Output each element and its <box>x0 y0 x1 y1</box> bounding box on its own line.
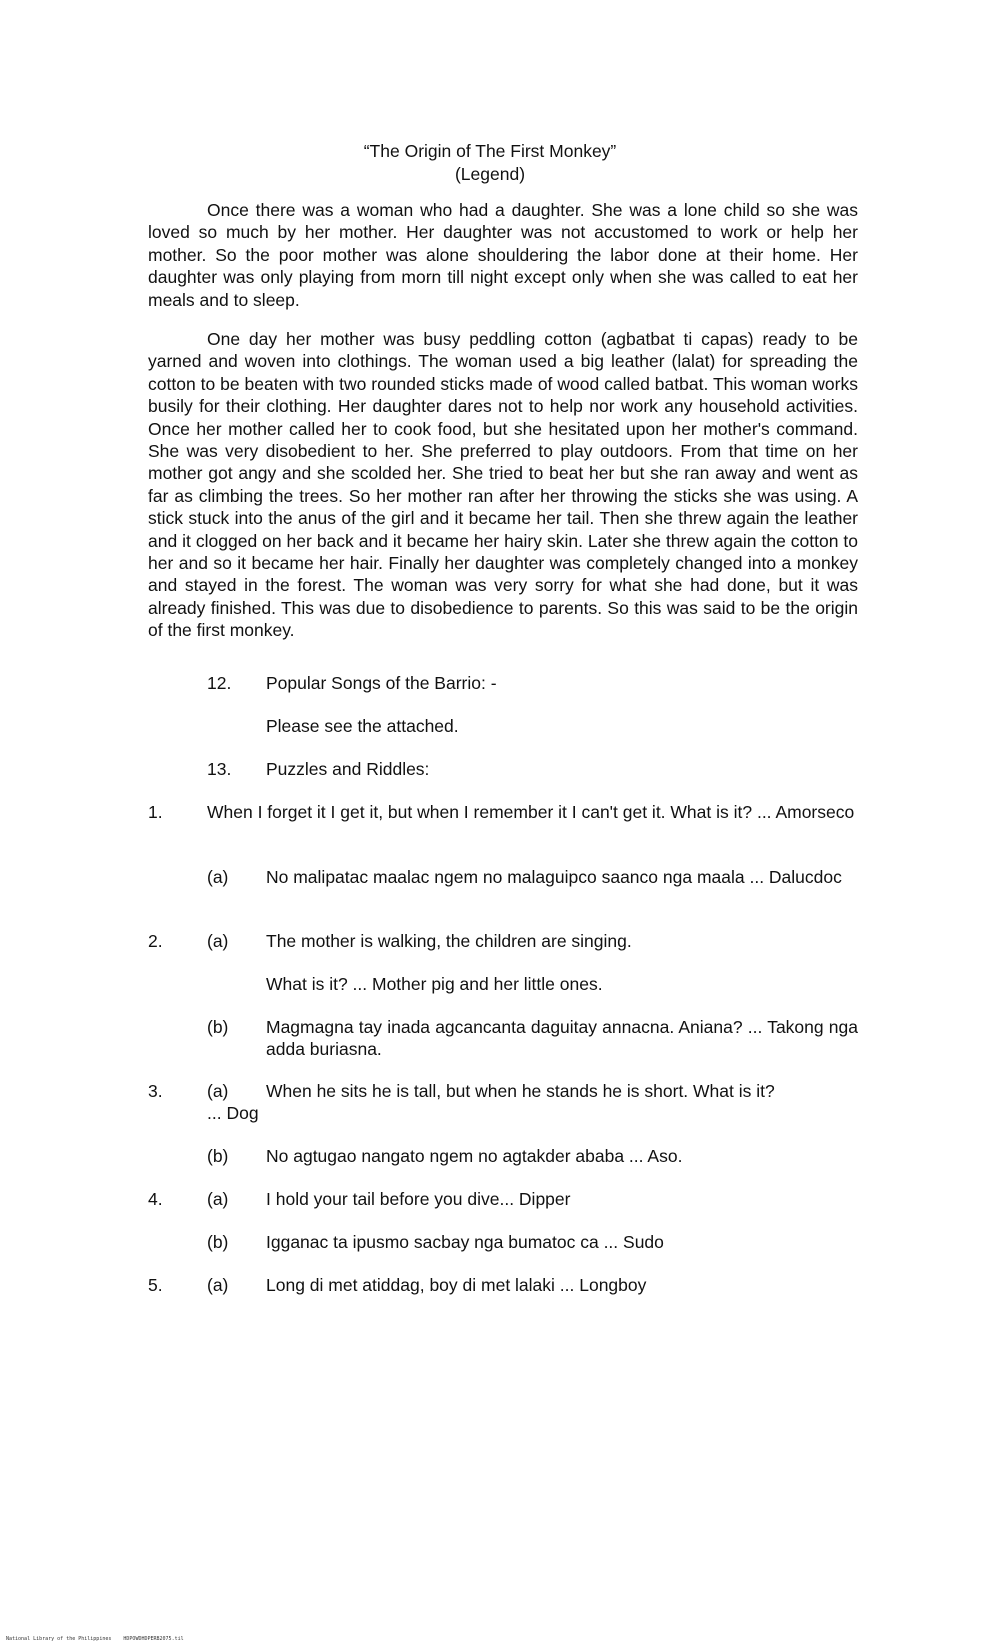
footer-source: National Library of the Philippines HDPOWDHDPERB2075.til <box>6 1636 184 1642</box>
riddle-letter: (a) <box>207 1189 229 1209</box>
section-number: 12. <box>207 673 232 693</box>
riddle-letter: (a) <box>207 1275 229 1295</box>
riddle-number: 1. <box>148 802 163 822</box>
riddle-number: 3. <box>148 1081 163 1101</box>
riddle-text: I hold your tail before you dive... Dipper <box>266 1189 571 1209</box>
riddle-letter: (b) <box>207 1017 229 1037</box>
document-title <box>0 140 980 186</box>
riddle-text: No agtugao nangato ngem no agtakder ababa ... Aso. <box>266 1146 683 1166</box>
section-heading: Popular Songs of the Barrio: - <box>266 673 497 693</box>
paragraph-1: Once there was a woman who had a daughter. She was a lone child so she was loved so much by her mother. Her daughter was not accustomed to work or help her mother. So the poor mother was alone shouldering the labor done at their home. Her daughter was only playing from morn till night except only when she was called to eat her meals and to sleep. <box>148 200 858 310</box>
document-page: “The Origin of The First Monkey” (Legend) Once there was a woman who had a daughter. She was a lone child so she was loved so much by her mother. Her daughter was not accustomed to work or help her mother. So the poor mother was alone shouldering the labor done at their home. Her daughter was only playing from morn till night except only when she was called to eat her meals and to sleep. One day her mother was busy peddling cotton (agbatbat ti capas) ready to be yarned and woven into clothings. The woman used a big leather (lalat) for spreading the cotton to be beaten with two rounded sticks made of wood called batbat. This woman works busily for their clothing. Her daughter dares not to help nor work any household activities. Once her mother called her to cook food, but she hesitated upon her mother's command. She was very disobedient to her. She preferred to play outdoors. From that time on her mother got angy and she scolded her. She tried to beat her but she ran away and went as far as climbing the trees. So her mother ran after her throwing the sticks she was using. A stick stuck into the anus of the girl and it became her tail. Then she threw again the leather and it clogged on her back and it became her hairy skin. Later she threw again the cotton to her and so it became her hair. Finally her daughter was completely changed into a monkey and stayed in the forest. The woman was very sorry for what she had done, but it was already finished. This was due to disobedience to parents. So this was said to be the origin of the first monkey. 12. Popular Songs of the Barrio: - Please see the attached. 13. Puzzles and Riddles: 1. When I forget it I get it, but when I remember it I can't get it. What is it? ... Amorseco (a) No malipatac maalac ngem no malaguipco saanco nga maala ... Dalucdoc 2. (a) The mother is walking, the children are singing. What is it? ... Mother pig and her little ones. (b) Magmagna tay inada agcancanta daguitay annacna. Aniana? ... Takong nga adda buriasna. 3. (a) When he sits he is tall, but when he stands he is short. What is it? ... Dog (b) No agtugao nangato ngem no agtakder ababa ... Aso. 4. (a) I hold your tail before you dive... Dipper (b) Igganac ta ipusmo sacbay nga bumatoc ca ... Sudo 5. (a) Long di met atiddag, boy di met lalaki ... Longboy National Library of the Philippines HDPOWDHDPERB2075.til <box>0 0 1002 1650</box>
riddle-text: The mother is walking, the children are singing. <box>266 931 632 951</box>
riddle-letter: (a) <box>207 1081 229 1101</box>
riddle-text: No malipatac maalac ngem no malaguipco saanco nga maala ... Dalucdoc <box>266 867 842 887</box>
paragraph-2: One day her mother was busy peddling cotton (agbatbat ti capas) ready to be yarned and woven into clothings. The woman used a big leather (lalat) for spreading the cotton to be beaten with two rounded sticks made of wood called batbat. This woman works busily for their clothing. Her daughter dares not to help nor work any household activities. Once her mother called her to cook food, but she hesitated upon her mother's command. She was very disobedient to her. She preferred to play outdoors. From that time on her mother got angy and she scolded her. She tried to beat her but she ran away and went as far as climbing the trees. So her mother ran after her throwing the sticks she was using. A stick stuck into the anus of the girl and it became her tail. Then she threw again the leather and it clogged on her back and it became her hairy skin. Later she threw again the cotton to her and so it became her hair. Finally her daughter was completely changed into a monkey and stayed in the forest. The woman was very sorry for what she had done, but it was already finished. This was due to disobedience to parents. So this was said to be the origin of the first monkey. <box>148 329 858 641</box>
riddle-letter: (b) <box>207 1146 229 1166</box>
riddle-letter: (b) <box>207 1232 229 1252</box>
riddle-text: Igganac ta ipusmo sacbay nga bumatoc ca ... Sudo <box>266 1232 664 1252</box>
riddle-text: When I forget it I get it, but when I remember it I can't get it. What is it? ... Amorseco <box>207 802 855 822</box>
title-subtitle: (Legend) <box>454 164 526 184</box>
riddle-letter: (a) <box>207 931 229 951</box>
section-heading: Puzzles and Riddles: <box>266 759 430 779</box>
riddle-number: 4. <box>148 1189 163 1209</box>
riddle-text: When he sits he is tall, but when he stands he is short. What is it? <box>266 1081 775 1101</box>
riddle-number: 5. <box>148 1275 163 1295</box>
title-line: “The Origin of The First Monkey” <box>363 141 617 161</box>
riddle-text: Magmagna tay inada agcancanta daguitay annacna. Aniana? ... Takong nga adda buriasna. <box>266 1017 858 1060</box>
riddle-number: 2. <box>148 931 163 951</box>
riddle-text: Long di met atiddag, boy di met lalaki ... Longboy <box>266 1275 647 1295</box>
section-number: 13. <box>207 759 232 779</box>
riddle-letter: (a) <box>207 867 229 887</box>
